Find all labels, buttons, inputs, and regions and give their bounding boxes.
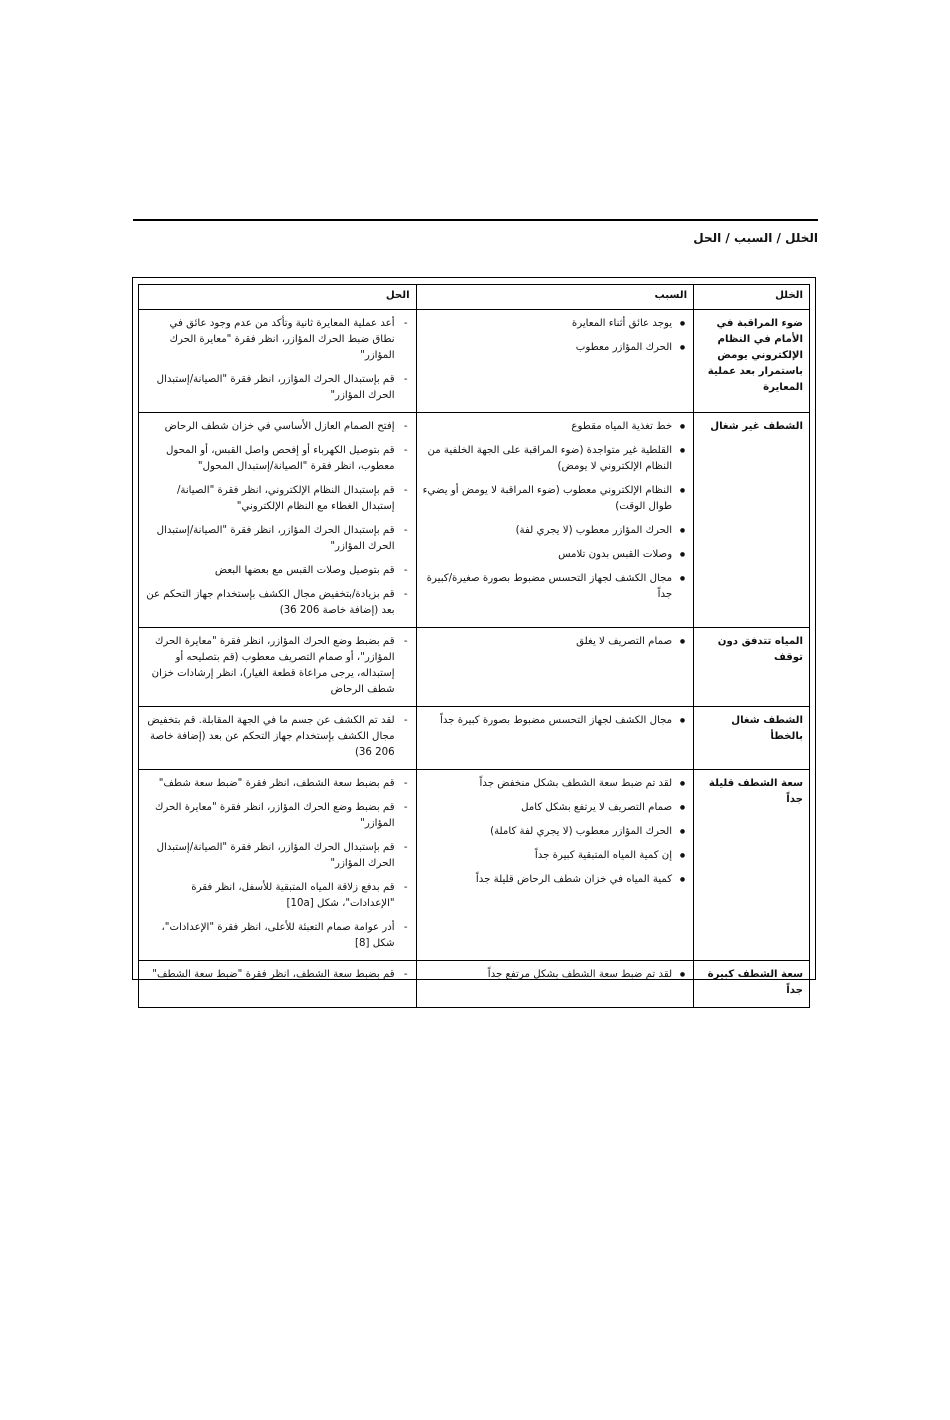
cause-item [423,316,688,332]
solution-text: قم بضبط سعة الشطف، انظر فقرة "ضبط سعة شطف" [158,778,395,789]
table-row [139,413,810,628]
fault-cell: ضوء المراقبة في الأمام في النظام الإلكتروني يومض باستمرار بعد عملية المعايرة [694,310,810,413]
bullet-icon: ● [679,423,686,430]
dash-icon: - [403,485,408,496]
dash-icon: - [403,589,408,600]
dash-icon: - [403,922,408,933]
bullet-icon: ● [679,320,686,327]
cause-item [423,776,688,792]
dash-icon: - [403,421,408,432]
solution-text: إفتح الصمام العازل الأساسي في خزان شطف الرحاض [164,421,395,432]
cause-text: لقد تم ضبط سعة الشطف بشكل منخفض جداً [479,778,673,789]
solution-item [145,800,410,832]
dash-icon: - [403,374,408,385]
cause-text: لقد تم ضبط سعة الشطف بشكل مرتفع جداً [487,969,673,980]
solution-cell [139,628,417,707]
solution-text: قم بدفع زلاقة المياه المتبقية للأسفل، انظر فقرة "الإعدادات"، شكل [10a] [191,882,395,909]
cause-cell [416,707,694,770]
dash-icon: - [403,969,408,980]
table-row [139,707,810,770]
cause-item [423,547,688,563]
top-rule [133,219,818,221]
dash-icon: - [403,636,408,647]
bullet-icon: ● [679,527,686,534]
solution-item [145,563,410,579]
dash-icon: - [403,445,408,456]
solution-item [145,634,410,698]
bullet-icon: ● [679,638,686,645]
cause-text: الحرك المؤازر معطوب (لا يجري لفة) [515,525,673,536]
cause-item [423,571,688,603]
solution-item [145,880,410,912]
cause-item [423,967,688,983]
cause-text: القلطية غير متواجدة (ضوء المراقبة على الجهة الخلفية من النظام الإلكتروني لا يومض) [427,445,673,472]
solution-text: لقد تم الكشف عن جسم ما في الجهة المقابلة. قم بتخفيض مجال الكشف بإستخدام جهاز التحكم عن بعد (إضافة خاصة 206 36) [147,715,395,758]
solution-cell [139,961,417,1008]
solution-text: قم بتوصيل الكهرباء أو إفحص واصل القبس، أو المحول معطوب، انظر فقرة "الصيانة/إستبدال المحول" [165,445,395,472]
solution-item [145,587,410,619]
solution-item [145,840,410,872]
cause-text: صمام التصريف لا يرتفع بشكل كامل [521,802,673,813]
cause-cell [416,961,694,1008]
fault-cell: المياه تتدفق دون توقف [694,628,810,707]
cause-text: يوجد عائق أثناء المعايرة [571,318,673,329]
solution-text: قم بإستبدال الحرك المؤازر، انظر فقرة "الصيانة/إستبدال الحرك المؤازر" [156,374,395,401]
solution-cell [139,707,417,770]
cause-text: الحرك المؤازر معطوب (لا يجري لفة كاملة) [490,826,673,837]
solution-cell [139,413,417,628]
header-row [139,285,810,310]
dash-icon: - [403,715,408,726]
cause-item [423,848,688,864]
page-heading: الخلل / السبب / الحل [693,231,818,245]
solution-item [145,523,410,555]
solution-text: أدر عوامة صمام التعبئة للأعلى، انظر فقرة "الإعدادات"، شكل [8] [161,922,395,949]
cause-item [423,483,688,515]
fault-cell: الشطف غير شغال [694,413,810,628]
cause-text: صمام التصريف لا يغلق [576,636,673,647]
solution-item [145,920,410,952]
cause-cell [416,770,694,961]
header-cause: السبب [416,285,694,310]
bullet-icon: ● [679,575,686,582]
dash-icon: - [403,842,408,853]
solution-text: قم بضبط سعة الشطف، انظر فقرة "ضبط سعة الشطف" [152,969,395,980]
fault-cell: الشطف شغال بالخطأ [694,707,810,770]
header-solution: الحل [139,285,417,310]
solution-text: قم بإستبدال الحرك المؤازر، انظر فقرة "الصيانة/إستبدال الحرك المؤازر" [156,525,395,552]
solution-text: قم بزيادة/بتخفيض مجال الكشف بإستخدام جهاز التحكم عن بعد (إضافة خاصة 206 36) [146,589,395,616]
cause-text: خط تغذية المياه مقطوع [571,421,673,432]
bullet-icon: ● [679,852,686,859]
solution-text: قم بإستبدال النظام الإلكتروني، انظر فقرة "الصيانة/إستبدال الغطاء مع النظام الإلكتروني" [176,485,395,512]
cause-cell [416,310,694,413]
cause-text: الحرك المؤازر معطوب [575,342,673,353]
bullet-icon: ● [679,876,686,883]
solution-text: قم بإستبدال الحرك المؤازر، انظر فقرة "الصيانة/إستبدال الحرك المؤازر" [156,842,395,869]
cause-item [423,340,688,356]
table-row [139,770,810,961]
solution-text: قم بضبط وضع الحرك المؤازر، انظر فقرة "معايرة الحرك المؤازر"، أو صمام التصريف معطوب (قم بتصليحه أو إستبداله، يرجى مراعاة قطعة الغيار)، انظر إرشادات خزان شطف الرحاض [151,636,395,695]
solution-item [145,419,410,435]
solution-item [145,483,410,515]
cause-text: إن كمية المياه المتبقية كبيرة جداً [534,850,673,861]
cause-text: النظام الإلكتروني معطوب (ضوء المراقبة لا يومض أو يضيء طوال الوقت) [422,485,673,512]
solution-item [145,713,410,761]
cause-item [423,419,688,435]
bullet-icon: ● [679,828,686,835]
cause-item [423,800,688,816]
table-row [139,628,810,707]
bullet-icon: ● [679,551,686,558]
cause-item [423,634,688,650]
fault-cell: سعة الشطف قليلة جداً [694,770,810,961]
dash-icon: - [403,882,408,893]
cause-item [423,713,688,729]
bullet-icon: ● [679,447,686,454]
table-row [139,961,810,1008]
solution-item [145,443,410,475]
cause-item [423,523,688,539]
solution-cell [139,310,417,413]
bullet-icon: ● [679,717,686,724]
bullet-icon: ● [679,971,686,978]
cause-cell [416,413,694,628]
header-fault: الخلل [694,285,810,310]
dash-icon: - [403,318,408,329]
cause-item [423,824,688,840]
table-row [139,310,810,413]
troubleshooting-table [138,284,810,1008]
dash-icon: - [403,565,408,576]
bullet-icon: ● [679,780,686,787]
solution-text: قم بضبط وضع الحرك المؤازر، انظر فقرة "معايرة الحرك المؤازر" [154,802,395,829]
cause-text: وصلات القبس بدون تلامس [558,549,673,560]
solution-item [145,776,410,792]
solution-text: أعد عملية المعايرة ثانية وتأكد من عدم وجود عائق في نطاق ضبط الحرك المؤازر، انظر فقرة "معايرة الحرك المؤازر" [169,318,395,361]
dash-icon: - [403,778,408,789]
cause-text: كمية المياه في خزان شطف الرحاض قليلة جداً [475,874,673,885]
cause-item [423,872,688,888]
bullet-icon: ● [679,804,686,811]
bullet-icon: ● [679,344,686,351]
fault-cell: سعة الشطف كبيرة جداً [694,961,810,1008]
cause-text: مجال الكشف لجهاز التحسس مضبوط بصورة كبيرة جداً [439,715,673,726]
bullet-icon: ● [679,487,686,494]
solution-item [145,967,410,983]
solution-item [145,372,410,404]
cause-text: مجال الكشف لجهاز التحسس مضبوط بصورة صغيرة/كبيرة جداً [426,573,673,600]
cause-item [423,443,688,475]
dash-icon: - [403,802,408,813]
dash-icon: - [403,525,408,536]
solution-item [145,316,410,364]
solution-cell [139,770,417,961]
solution-text: قم بتوصيل وصلات القبس مع بعضها البعض [214,565,395,576]
cause-cell [416,628,694,707]
